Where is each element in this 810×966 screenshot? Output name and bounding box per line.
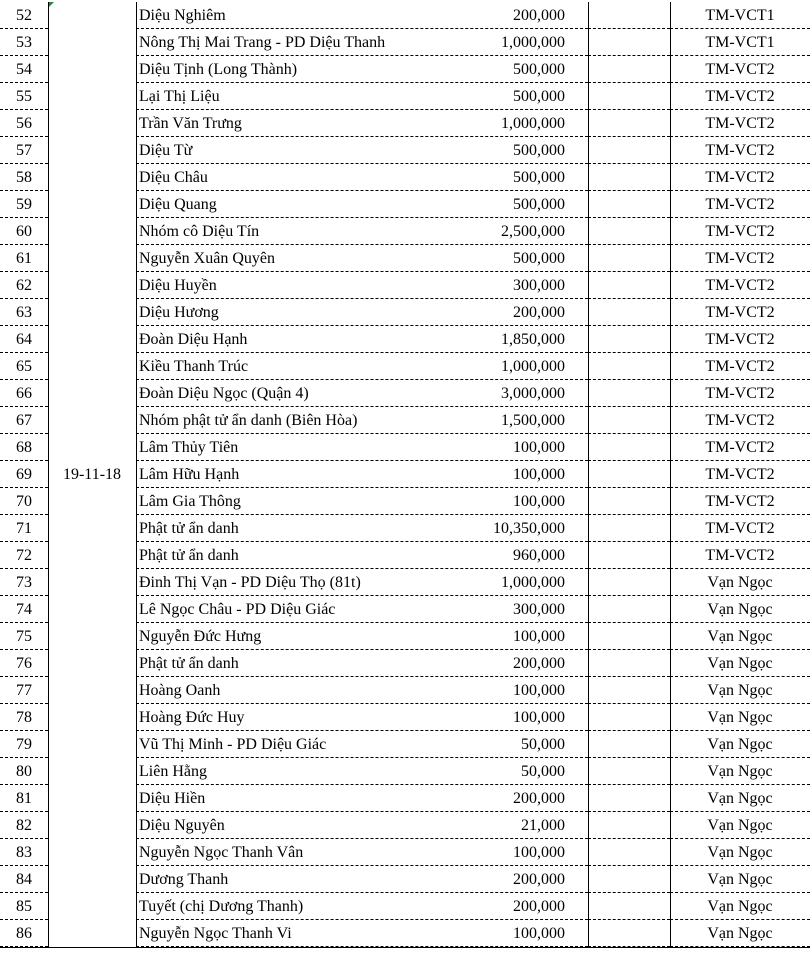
note-cell[interactable]: TM-VCT2 xyxy=(670,542,810,569)
note-cell[interactable]: Vạn Ngọc xyxy=(670,866,810,893)
amount-cell[interactable]: 100,000 xyxy=(513,628,565,645)
donor-name-cell[interactable]: Lại Thị Liệu xyxy=(136,83,588,110)
row-number-cell[interactable]: 66 xyxy=(0,380,48,407)
note-cell[interactable]: TM-VCT2 xyxy=(670,191,810,218)
note-cell[interactable]: TM-VCT2 xyxy=(670,407,810,434)
amount-cell[interactable]: 1,850,000 xyxy=(501,331,565,348)
empty-cell[interactable] xyxy=(588,893,670,920)
note-cell[interactable]: Vạn Ngọc xyxy=(670,704,810,731)
empty-cell[interactable] xyxy=(588,569,670,596)
amount-cell[interactable]: 200,000 xyxy=(513,304,565,321)
row-number-cell[interactable]: 61 xyxy=(0,245,48,272)
row-number-cell[interactable]: 85 xyxy=(0,893,48,920)
amount-cell[interactable]: 500,000 xyxy=(513,88,565,105)
note-cell[interactable]: TM-VCT2 xyxy=(670,515,810,542)
note-cell[interactable]: TM-VCT2 xyxy=(670,380,810,407)
amount-cell[interactable]: 500,000 xyxy=(513,196,565,213)
empty-cell[interactable] xyxy=(588,812,670,839)
note-cell[interactable]: TM-VCT2 xyxy=(670,326,810,353)
row-number-cell[interactable]: 72 xyxy=(0,542,48,569)
row-number-cell[interactable]: 57 xyxy=(0,137,48,164)
donor-name-cell[interactable]: Hoàng Đức Huy xyxy=(136,704,588,731)
donor-name-cell[interactable]: Diệu Từ xyxy=(136,137,588,164)
row-number-cell[interactable]: 52 xyxy=(0,2,48,29)
row-number-cell[interactable]: 74 xyxy=(0,596,48,623)
column-divider xyxy=(136,2,137,947)
note-cell[interactable]: Vạn Ngọc xyxy=(670,893,810,920)
empty-cell[interactable] xyxy=(588,245,670,272)
donor-name-cell[interactable]: Vũ Thị Minh - PD Diệu Giác xyxy=(136,731,588,758)
empty-cell[interactable] xyxy=(588,623,670,650)
note-cell[interactable]: TM-VCT2 xyxy=(670,461,810,488)
row-number-cell[interactable]: 56 xyxy=(0,110,48,137)
empty-cell[interactable] xyxy=(588,407,670,434)
empty-cell[interactable] xyxy=(588,461,670,488)
column-divider xyxy=(48,2,49,947)
empty-cell[interactable] xyxy=(588,596,670,623)
donor-name-cell[interactable]: Lê Ngọc Châu - PD Diệu Giác xyxy=(136,596,588,623)
donor-name-cell[interactable]: Nguyễn Đức Hưng xyxy=(136,623,588,650)
note-cell[interactable]: Vạn Ngọc xyxy=(670,677,810,704)
row-number-cell[interactable]: 70 xyxy=(0,488,48,515)
amount-cell[interactable]: 500,000 xyxy=(513,169,565,186)
row-number-cell[interactable]: 71 xyxy=(0,515,48,542)
donor-name-cell[interactable]: Nhóm cô Diệu Tín xyxy=(136,218,588,245)
amount-cell[interactable]: 50,000 xyxy=(521,763,565,780)
empty-cell[interactable] xyxy=(588,110,670,137)
empty-cell[interactable] xyxy=(588,434,670,461)
empty-cell[interactable] xyxy=(588,488,670,515)
amount-cell[interactable]: 1,000,000 xyxy=(501,115,565,132)
note-cell[interactable]: TM-VCT2 xyxy=(670,272,810,299)
amount-cell[interactable]: 960,000 xyxy=(513,547,565,564)
empty-cell[interactable] xyxy=(588,380,670,407)
row-number-cell[interactable]: 65 xyxy=(0,353,48,380)
empty-cell[interactable] xyxy=(588,137,670,164)
donor-name-cell[interactable]: Diệu Tịnh (Long Thành) xyxy=(136,56,588,83)
table-bottom-border xyxy=(0,947,810,948)
amount-cell[interactable]: 1,000,000 xyxy=(501,574,565,591)
row-number-cell[interactable]: 80 xyxy=(0,758,48,785)
note-cell[interactable]: TM-VCT2 xyxy=(670,56,810,83)
donor-name-cell[interactable]: Lâm Hữu Hạnh xyxy=(136,461,588,488)
empty-cell[interactable] xyxy=(588,839,670,866)
row-number-cell[interactable]: 73 xyxy=(0,569,48,596)
empty-cell[interactable] xyxy=(588,326,670,353)
amount-cell[interactable]: 500,000 xyxy=(513,142,565,159)
note-cell[interactable]: TM-VCT2 xyxy=(670,137,810,164)
donor-name-cell[interactable]: Trần Văn Trưng xyxy=(136,110,588,137)
amount-cell[interactable]: 500,000 xyxy=(513,250,565,267)
donor-name-cell[interactable]: Nông Thị Mai Trang - PD Diệu Thanh xyxy=(136,29,588,56)
donor-name-cell[interactable]: Lâm Thủy Tiên xyxy=(136,434,588,461)
empty-cell[interactable] xyxy=(588,866,670,893)
empty-cell[interactable] xyxy=(588,218,670,245)
row-number-cell[interactable]: 82 xyxy=(0,812,48,839)
row-number-cell[interactable]: 68 xyxy=(0,434,48,461)
empty-cell[interactable] xyxy=(588,731,670,758)
row-number-cell[interactable]: 54 xyxy=(0,56,48,83)
amount-cell[interactable]: 21,000 xyxy=(521,817,565,834)
donor-name-cell[interactable]: Phật tử ẩn danh xyxy=(136,650,588,677)
empty-cell[interactable] xyxy=(588,56,670,83)
note-cell[interactable]: TM-VCT1 xyxy=(670,2,810,29)
amount-cell[interactable]: 100,000 xyxy=(513,844,565,861)
note-cell[interactable]: Vạn Ngọc xyxy=(670,569,810,596)
donor-name-cell[interactable]: Đinh Thị Vạn - PD Diệu Thọ (81t) xyxy=(136,569,588,596)
donor-name-cell[interactable]: Diệu Nghiêm xyxy=(136,2,588,29)
row-number-cell[interactable]: 86 xyxy=(0,920,48,947)
row-number-cell[interactable]: 59 xyxy=(0,191,48,218)
note-cell[interactable]: Vạn Ngọc xyxy=(670,812,810,839)
amount-cell[interactable]: 100,000 xyxy=(513,493,565,510)
empty-cell[interactable] xyxy=(588,677,670,704)
note-cell[interactable]: TM-VCT2 xyxy=(670,488,810,515)
amount-cell[interactable]: 500,000 xyxy=(513,61,565,78)
empty-cell[interactable] xyxy=(588,785,670,812)
empty-cell[interactable] xyxy=(588,191,670,218)
row-number-cell[interactable]: 64 xyxy=(0,326,48,353)
empty-cell[interactable] xyxy=(588,704,670,731)
donor-name-cell[interactable]: Nguyễn Ngọc Thanh Vi xyxy=(136,920,588,947)
donor-name-cell[interactable]: Diệu Châu xyxy=(136,164,588,191)
row-number-cell[interactable]: 53 xyxy=(0,29,48,56)
note-cell[interactable]: TM-VCT2 xyxy=(670,218,810,245)
note-cell[interactable]: TM-VCT2 xyxy=(670,299,810,326)
row-number-cell[interactable]: 58 xyxy=(0,164,48,191)
empty-cell[interactable] xyxy=(588,542,670,569)
amount-cell[interactable]: 1,000,000 xyxy=(501,34,565,51)
note-cell[interactable]: TM-VCT2 xyxy=(670,83,810,110)
amount-cell[interactable]: 100,000 xyxy=(513,682,565,699)
row-number-cell[interactable]: 84 xyxy=(0,866,48,893)
amount-cell[interactable]: 200,000 xyxy=(513,790,565,807)
row-number-cell[interactable]: 75 xyxy=(0,623,48,650)
note-cell[interactable]: Vạn Ngọc xyxy=(670,731,810,758)
donor-name-cell[interactable]: Nguyễn Xuân Quyên xyxy=(136,245,588,272)
amount-cell[interactable]: 300,000 xyxy=(513,601,565,618)
note-cell[interactable]: TM-VCT1 xyxy=(670,29,810,56)
note-cell[interactable]: Vạn Ngọc xyxy=(670,623,810,650)
amount-cell[interactable]: 100,000 xyxy=(513,439,565,456)
donor-name-cell[interactable]: Phật tử ẩn danh xyxy=(136,542,588,569)
amount-cell[interactable]: 1,000,000 xyxy=(501,358,565,375)
note-cell[interactable]: TM-VCT2 xyxy=(670,434,810,461)
donor-name-cell[interactable]: Diệu Hiền xyxy=(136,785,588,812)
donor-name-cell[interactable]: Tuyết (chị Dương Thanh) xyxy=(136,893,588,920)
empty-cell[interactable] xyxy=(588,650,670,677)
empty-cell[interactable] xyxy=(588,29,670,56)
row-number-cell[interactable]: 55 xyxy=(0,83,48,110)
empty-cell[interactable] xyxy=(588,515,670,542)
row-number-cell[interactable]: 79 xyxy=(0,731,48,758)
amount-cell[interactable]: 10,350,000 xyxy=(493,520,565,537)
merged-date-cell[interactable]: 19-11-18 xyxy=(62,466,122,483)
note-cell[interactable]: Vạn Ngọc xyxy=(670,650,810,677)
amount-cell[interactable]: 200,000 xyxy=(513,7,565,24)
row-number-cell[interactable]: 78 xyxy=(0,704,48,731)
empty-cell[interactable] xyxy=(588,83,670,110)
donor-name-cell[interactable]: Diệu Nguyên xyxy=(136,812,588,839)
donor-name-cell[interactable]: Liên Hằng xyxy=(136,758,588,785)
note-cell[interactable]: TM-VCT2 xyxy=(670,110,810,137)
column-divider xyxy=(588,2,589,947)
row-number-cell[interactable]: 63 xyxy=(0,299,48,326)
empty-cell[interactable] xyxy=(588,164,670,191)
amount-cell[interactable]: 300,000 xyxy=(513,277,565,294)
amount-cell[interactable]: 200,000 xyxy=(513,871,565,888)
empty-cell[interactable] xyxy=(588,272,670,299)
donor-name-cell[interactable]: Đoàn Diệu Hạnh xyxy=(136,326,588,353)
donor-name-cell[interactable]: Hoàng Oanh xyxy=(136,677,588,704)
note-cell[interactable]: TM-VCT2 xyxy=(670,353,810,380)
note-cell[interactable]: Vạn Ngọc xyxy=(670,596,810,623)
row-number-cell[interactable]: 69 xyxy=(0,461,48,488)
amount-cell[interactable]: 200,000 xyxy=(513,655,565,672)
row-number-cell[interactable]: 62 xyxy=(0,272,48,299)
donor-name-cell[interactable]: Diệu Huyền xyxy=(136,272,588,299)
amount-cell[interactable]: 2,500,000 xyxy=(501,223,565,240)
donor-name-cell[interactable]: Kiều Thanh Trúc xyxy=(136,353,588,380)
donor-name-cell[interactable]: Diệu Quang xyxy=(136,191,588,218)
amount-cell[interactable]: 100,000 xyxy=(513,709,565,726)
note-cell[interactable]: TM-VCT2 xyxy=(670,245,810,272)
amount-cell[interactable]: 3,000,000 xyxy=(501,385,565,402)
empty-cell[interactable] xyxy=(588,920,670,947)
row-number-cell[interactable]: 67 xyxy=(0,407,48,434)
amount-cell[interactable]: 1,500,000 xyxy=(501,412,565,429)
note-cell[interactable]: Vạn Ngọc xyxy=(670,785,810,812)
empty-cell[interactable] xyxy=(588,353,670,380)
note-cell[interactable]: Vạn Ngọc xyxy=(670,839,810,866)
amount-cell[interactable]: 100,000 xyxy=(513,925,565,942)
amount-cell[interactable]: 200,000 xyxy=(513,898,565,915)
donor-name-cell[interactable]: Nguyễn Ngọc Thanh Vân xyxy=(136,839,588,866)
row-number-cell[interactable]: 77 xyxy=(0,677,48,704)
row-number-cell[interactable]: 76 xyxy=(0,650,48,677)
donor-name-cell[interactable]: Lâm Gia Thông xyxy=(136,488,588,515)
row-number-cell[interactable]: 81 xyxy=(0,785,48,812)
row-number-cell[interactable]: 60 xyxy=(0,218,48,245)
empty-cell[interactable] xyxy=(588,2,670,29)
note-cell[interactable]: Vạn Ngọc xyxy=(670,920,810,947)
donor-name-cell[interactable]: Phật tử ẩn danh xyxy=(136,515,588,542)
note-cell[interactable]: TM-VCT2 xyxy=(670,164,810,191)
row-number-cell[interactable]: 83 xyxy=(0,839,48,866)
amount-cell[interactable]: 100,000 xyxy=(513,466,565,483)
donor-name-cell[interactable]: Diệu Hương xyxy=(136,299,588,326)
donor-name-cell[interactable]: Nhóm phật tử ẩn danh (Biên Hòa) xyxy=(136,407,588,434)
donor-name-cell[interactable]: Dương Thanh xyxy=(136,866,588,893)
donor-name-cell[interactable]: Đoàn Diệu Ngọc (Quận 4) xyxy=(136,380,588,407)
column-divider xyxy=(670,2,671,947)
note-cell[interactable]: Vạn Ngọc xyxy=(670,758,810,785)
amount-cell[interactable]: 50,000 xyxy=(521,736,565,753)
empty-cell[interactable] xyxy=(588,299,670,326)
empty-cell[interactable] xyxy=(588,758,670,785)
